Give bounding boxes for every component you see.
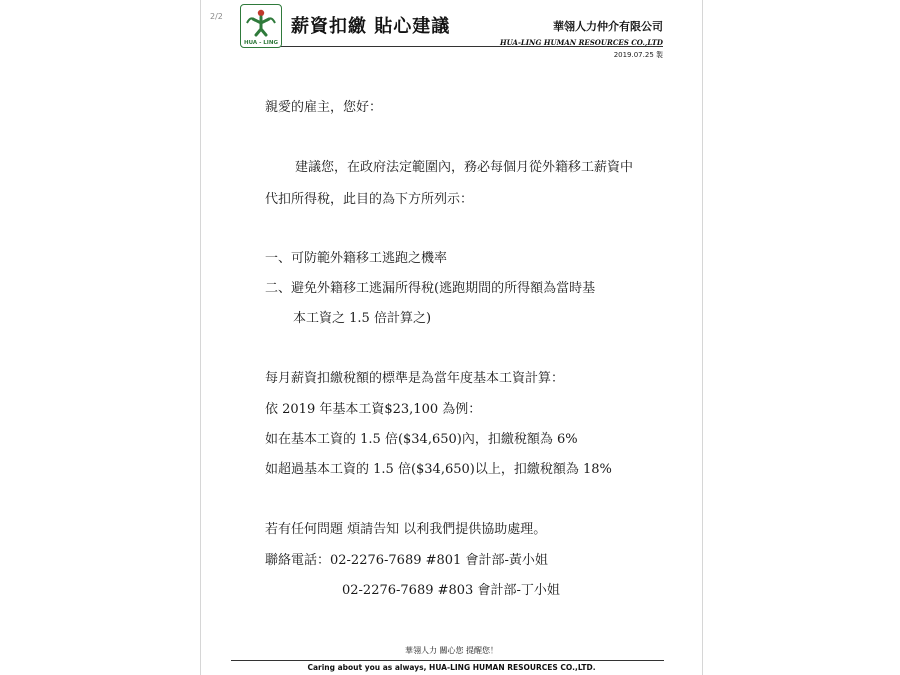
logo-text: HUA - LING [244,40,278,46]
logo-figure-icon [241,5,281,39]
company-name-zh: 華翎人力仲介有限公司 [553,20,663,33]
footer-divider [231,660,664,661]
footer-slogan: Caring about you as always, HUA-LING HUMAN RESOURCES CO.,LTD. [307,663,596,672]
tax-rule-line-2: 依 2019 年基本工資$23,100 為例： [265,402,482,417]
list-item-2-line-2: 本工資之 1.5 倍計算之) [293,311,432,326]
company-logo [240,4,282,48]
document-date: 2019.07.25 製 [613,51,663,59]
contact-line-1: 若有任何問題 煩請告知 以利我們提供協助處理。 [265,522,547,537]
header-divider [281,46,663,47]
company-name-en: HUA-LING HUMAN RESOURCES CO.,LTD [500,38,663,47]
tax-rule-line-1: 每月薪資扣繳稅額的標準是為當年度基本工資計算： [265,371,565,386]
contact-line-2: 聯絡電話：02-2276-7689 #801 會計部-黃小姐 [265,553,548,568]
page-counter: 2/2 [210,12,223,21]
list-item-1: 一、可防範外籍移工逃跑之機率 [265,251,448,266]
tax-rule-line-4: 如超過基本工資的 1.5 倍($34,650)以上，扣繳稅額為 18% [265,462,612,477]
list-item-2-line-1: 二、避免外籍移工逃漏所得稅(逃跑期間的所得額為當時基 [265,281,596,296]
document-title: 薪資扣繳 貼心建議 [291,16,451,37]
contact-line-3: 02-2276-7689 #803 會計部-丁小姐 [342,583,560,598]
intro-line-2: 代扣所得稅，此目的為下方所列示： [265,192,474,207]
footer-note: 華翎人力 關心您 提醒您！ [404,646,499,655]
document-page [200,0,703,675]
intro-line-1: 建議您，在政府法定範圍內，務必每個月從外籍移工薪資中 [295,160,634,175]
tax-rule-line-3: 如在基本工資的 1.5 倍($34,650)內，扣繳稅額為 6% [265,432,578,447]
greeting: 親愛的雇主，您好： [265,100,383,115]
